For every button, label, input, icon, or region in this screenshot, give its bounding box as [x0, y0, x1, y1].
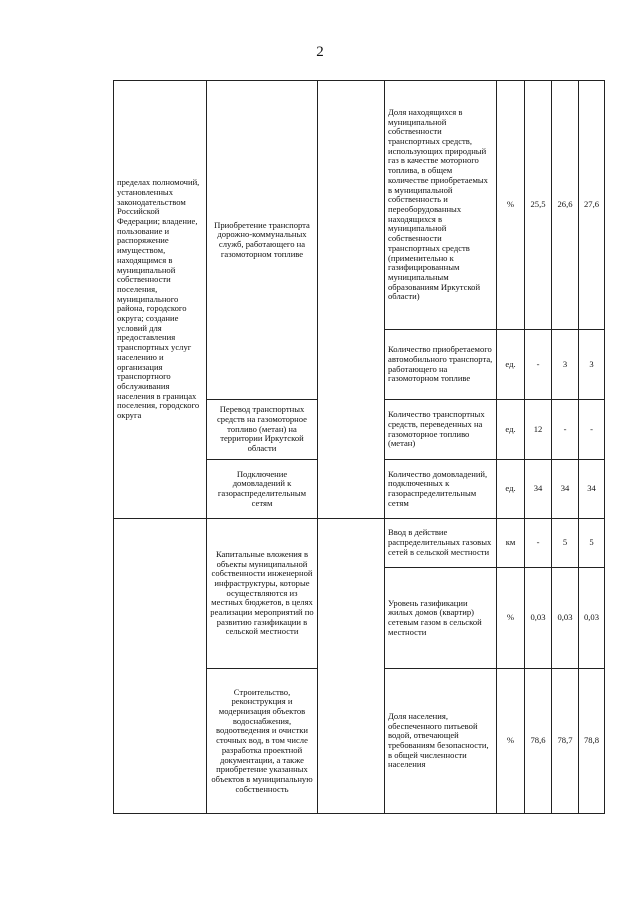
value-cell: -	[525, 519, 552, 568]
value-cell: -	[525, 330, 552, 400]
indicator-cell: Количество транспортных средств, переведенных на газомоторное топливо (метан)	[385, 400, 497, 460]
indicators-table	[113, 80, 605, 814]
unit-cell: %	[497, 568, 525, 669]
table-row	[114, 81, 605, 330]
area-cell-continued	[114, 519, 207, 814]
unit-cell: км	[497, 519, 525, 568]
unit-cell: %	[497, 81, 525, 330]
value-cell: 25,5	[525, 81, 552, 330]
area-cell: пределах полномочий, установленных законодательством Российской Федерации; владение, пользование и распоряжение имуществом, находящимся в муниципальной собственности поселения, муниципального района, городского округа; создание условий для предоставления транспортных услуг населению и организация транспортного обслуживания населения в границах поселения, городского округа	[114, 81, 207, 519]
value-cell: 26,6	[552, 81, 579, 330]
indicator-cell: Количество приобретаемого автомобильного транспорта, работающего на газомоторном топливе	[385, 330, 497, 400]
page-number: 2	[316, 44, 324, 60]
value-cell: -	[579, 400, 605, 460]
empty-cell	[318, 81, 385, 519]
measure-cell: Строительство, реконструкция и модернизация объектов водоснабжения, водоотведения и очистки сточных вод, в том числе разработка проектной документации, а также приобретение указанных объектов в муниципальную собственность	[207, 669, 318, 814]
value-cell: 27,6	[579, 81, 605, 330]
value-cell: 78,7	[552, 669, 579, 814]
value-cell: 34	[552, 460, 579, 519]
unit-cell: ед.	[497, 460, 525, 519]
value-cell: 5	[552, 519, 579, 568]
value-cell: 0,03	[525, 568, 552, 669]
value-cell: 3	[579, 330, 605, 400]
table-row	[114, 519, 605, 568]
indicator-cell: Ввод в действие распределительных газовых сетей в сельской местности	[385, 519, 497, 568]
indicator-cell: Доля населения, обеспеченного питьевой водой, отвечающей требованиям безопасности, в общей численности населения	[385, 669, 497, 814]
value-cell: -	[552, 400, 579, 460]
indicator-cell: Количество домовладений, подключенных к газораспределительным сетям	[385, 460, 497, 519]
measure-cell: Перевод транспортных средств на газомоторное топливо (метан) на территории Иркутской области	[207, 400, 318, 460]
measure-cell: Капитальные вложения в объекты муниципальной собственности инженерной инфраструктуры, которые осуществляются из местных бюджетов, в целях реализации мероприятий по развитию газификации в сельской местности	[207, 519, 318, 669]
value-cell: 0,03	[579, 568, 605, 669]
measure-cell: Приобретение транспорта дорожно-коммунальных служб, работающего на газомоторном топливе	[207, 81, 318, 400]
unit-cell: ед.	[497, 330, 525, 400]
value-cell: 78,6	[525, 669, 552, 814]
indicator-cell: Доля находящихся в муниципальной собственности транспортных средств, использующих природный газ в качестве моторного топлива, в общем количестве приобретаемых в муниципальной собственность и переоборудованных находящихся в муниципальной собственности транспортных средств (применительно к газифицированным муниципальным образованиям Иркутской области)	[385, 81, 497, 330]
value-cell: 34	[579, 460, 605, 519]
unit-cell: %	[497, 669, 525, 814]
value-cell: 5	[579, 519, 605, 568]
value-cell: 78,8	[579, 669, 605, 814]
value-cell: 12	[525, 400, 552, 460]
indicator-cell: Уровень газификации жилых домов (квартир) сетевым газом в сельской местности	[385, 568, 497, 669]
empty-cell	[318, 519, 385, 814]
measure-cell: Подключение домовладений к газораспределительным сетям	[207, 460, 318, 519]
unit-cell: ед.	[497, 400, 525, 460]
value-cell: 3	[552, 330, 579, 400]
value-cell: 34	[525, 460, 552, 519]
value-cell: 0,03	[552, 568, 579, 669]
